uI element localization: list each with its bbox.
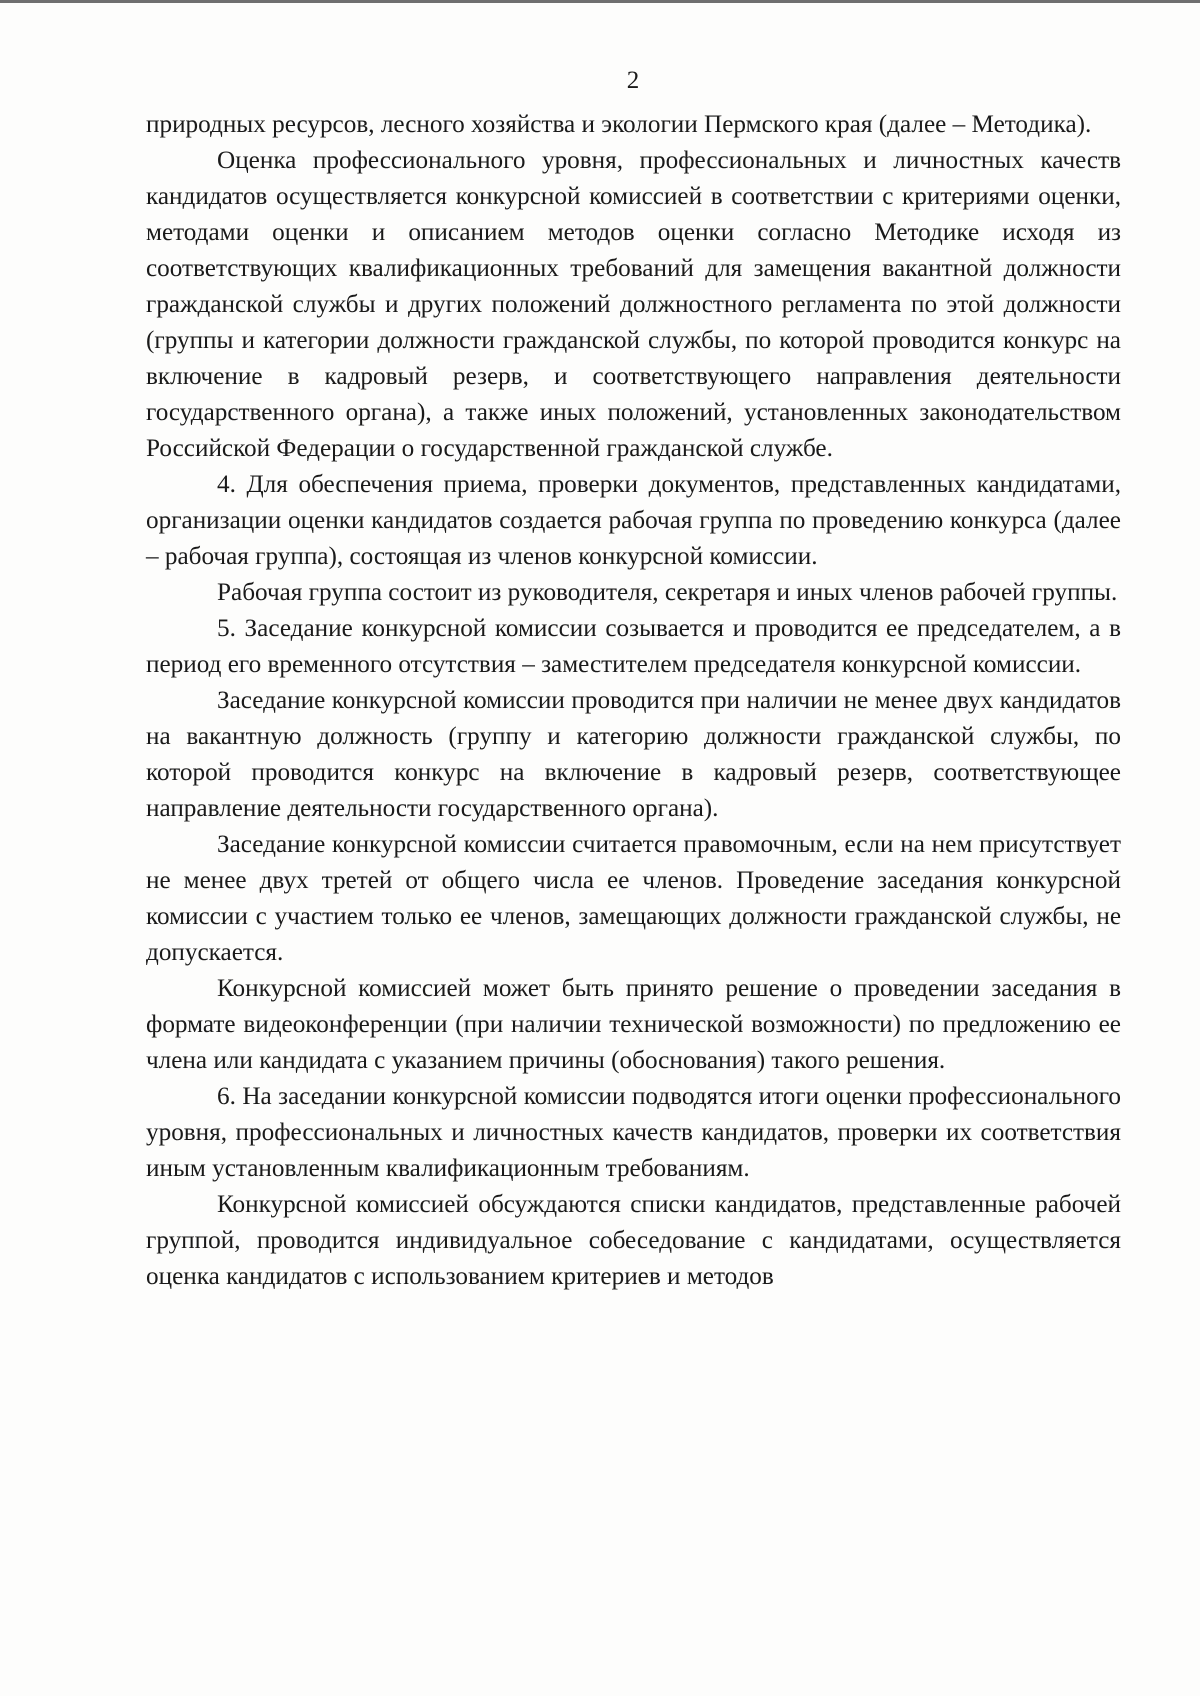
paragraph: Заседание конкурсной комиссии проводится при наличии не менее двух кандидатов на вакантную должность (группу и категорию должности гражданской службы, по которой проводится конкурс на включение в кадровый резерв, соответствующее направление деятельности государственного органа). xyxy=(146,687,1121,822)
paragraph-item-6: 6. На заседании конкурсной комиссии подводятся итоги оценки профессионального уровня, профессиональных и личностных качеств кандидатов, проверки их соответствия иным установленным квалификационным требованиям. xyxy=(146,1083,1121,1182)
paragraph: природных ресурсов, лесного хозяйства и экологии Пермского края (далее – Методика). xyxy=(146,111,1092,138)
paragraph-item-5: 5. Заседание конкурсной комиссии созывается и проводится ее председателем, а в период его временного отсутствия – заместителем председателя конкурсной комиссии. xyxy=(146,615,1121,678)
page-number: 2 xyxy=(626,67,640,94)
paragraph-item-4: 4. Для обеспечения приема, проверки документов, представленных кандидатами, организации оценки кандидатов создается рабочая группа по проведению конкурса (далее – рабочая группа), состоящая из членов конкурсной комиссии. xyxy=(146,471,1121,570)
document-body xyxy=(146,107,1121,1295)
paragraph: Заседание конкурсной комиссии считается правомочным, если на нем присутствует не менее двух третей от общего числа ее членов. Проведение заседания конкурсной комиссии с участием только ее членов, замещающих должности гражданской службы, не допускается. xyxy=(146,831,1121,966)
paragraph: Конкурсной комиссией может быть принято решение о проведении заседания в формате видеоконференции (при наличии технической возможности) по предложению ее члена или кандидата с указанием причины (обоснования) такого решения. xyxy=(146,975,1121,1074)
paragraph: Рабочая группа состоит из руководителя, секретаря и иных членов рабочей группы. xyxy=(217,579,1118,606)
scan-top-edge xyxy=(0,0,1200,3)
paragraph: Оценка профессионального уровня, профессиональных и личностных качеств кандидатов осуществляется конкурсной комиссией в соответствии с критериями оценки, методами оценки и описанием методов оценки согласно Методике исходя из соответствующих квалификационных требований для замещения вакантной должности гражданской службы и других положений должностного регламента по этой должности (группы и категории должности гражданской службы, по которой проводится конкурс на включение в кадровый резерв, и соответствующего направления деятельности государственного органа), а также иных положений, установленных законодательством Российской Федерации о государственной гражданской службе. xyxy=(146,147,1121,462)
paragraph: Конкурсной комиссией обсуждаются списки кандидатов, представленные рабочей группой, проводится индивидуальное собеседование с кандидатами, осуществляется оценка кандидатов с использованием критериев и методов xyxy=(146,1191,1121,1290)
